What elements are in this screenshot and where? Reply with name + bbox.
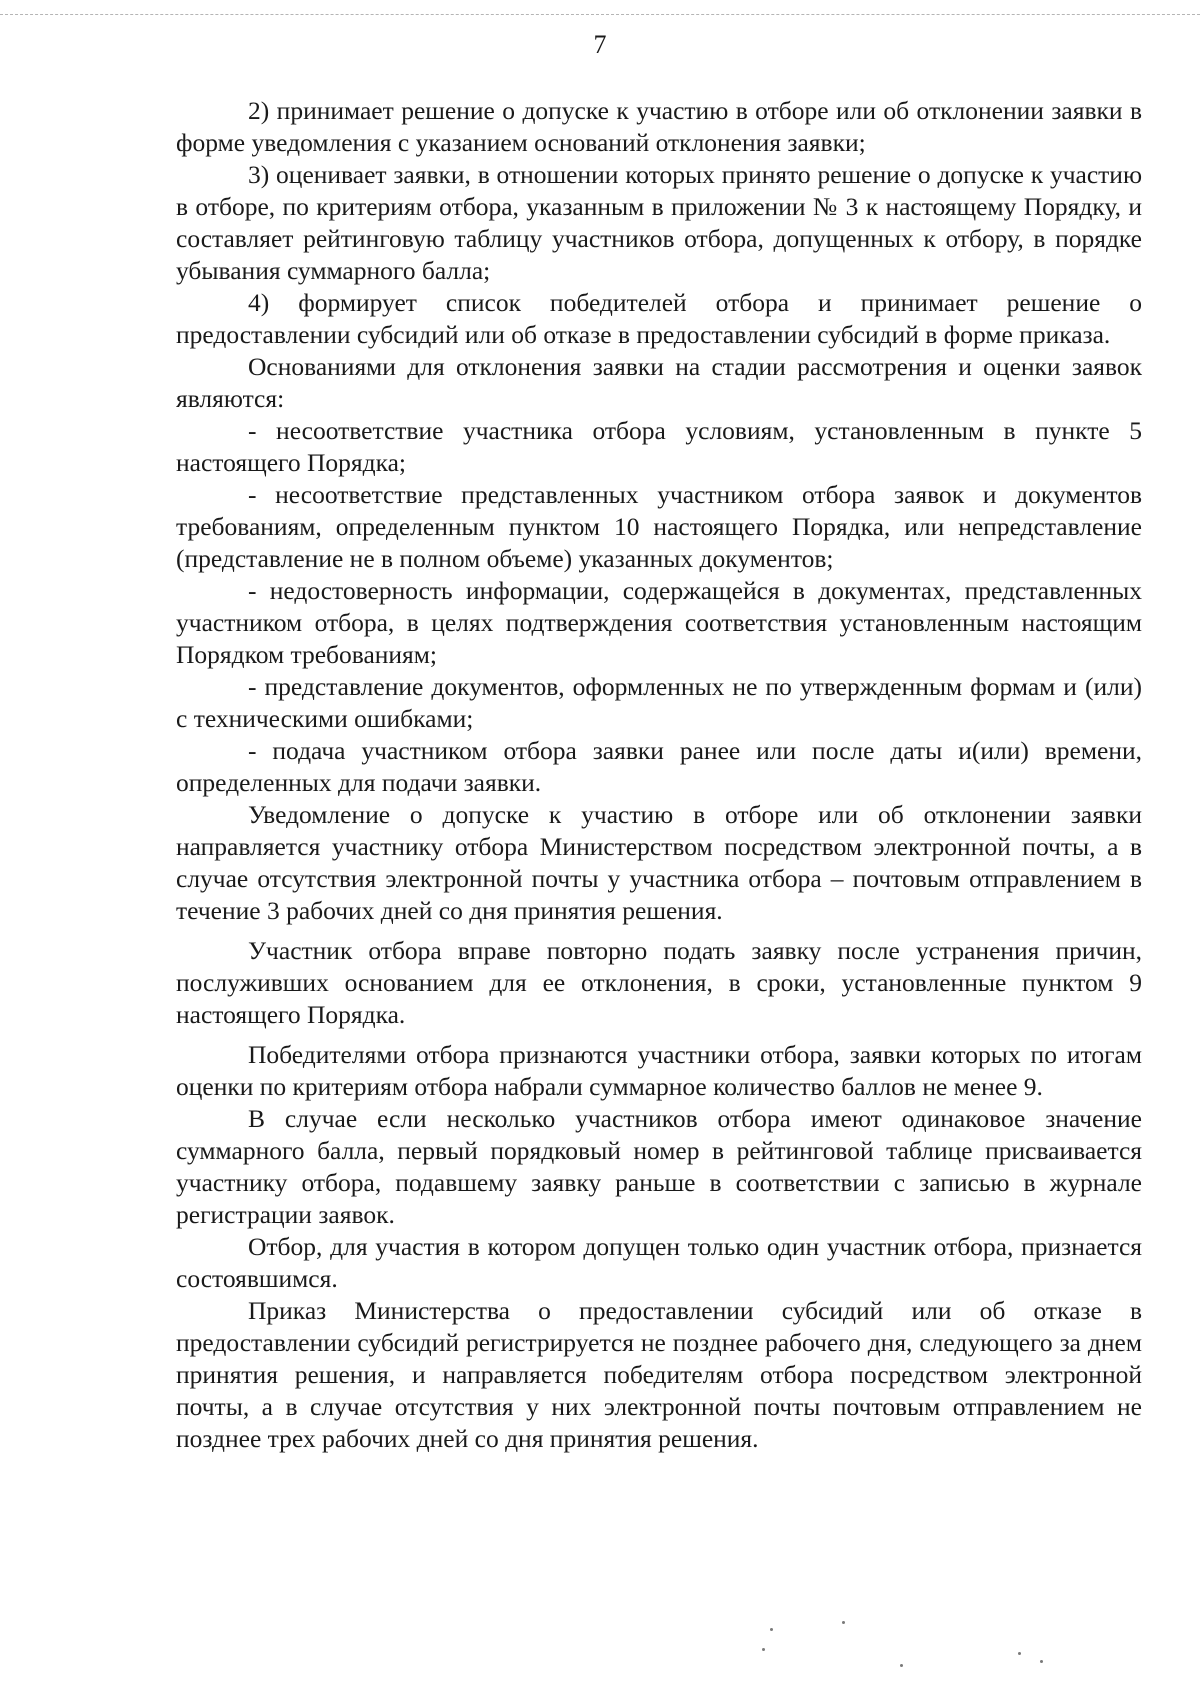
paragraph-rejection-ground: - представление документов, оформленных не по утвержденным формам и (или) с техническими ошибками; [176,672,1142,733]
paragraph-item-3: 3) оценивает заявки, в отношении которых принято решение о допуске к участию в отборе, по критериям отбора, указанным в приложении № 3 к настоящему Порядку, и составляет рейтинговую таблицу участников отбора, допущенных к отбору, в порядке убывания суммарного балла; [176,160,1142,285]
paragraph-rejection-grounds-intro: Основаниями для отклонения заявки на стадии рассмотрения и оценки заявок являются: [176,352,1142,413]
paragraph-tie-break: В случае если несколько участников отбора имеют одинаковое значение суммарного балла, первый порядковый номер в рейтинговой таблице присваивается участнику отбора, подавшему заявку раньше в соответствии с записью в журнале регистрации заявок. [176,1104,1142,1229]
scan-speck [762,1648,765,1651]
paragraph-rejection-ground: - несоответствие представленных участником отбора заявок и документов требованиям, определенным пунктом 10 настоящего Порядка, или непредставление (представление не в полном объеме) указанных документов; [176,480,1142,573]
paragraph-single-participant: Отбор, для участия в котором допущен только один участник отбора, признается состоявшимся. [176,1232,1142,1293]
paragraph-order-registration: Приказ Министерства о предоставлении субсидий или об отказе в предоставлении субсидий регистрируется не позднее рабочего дня, следующего за днем принятия решения, и направляется победителям отбора посредством электронной почты, а в случае отсутствия у них электронной почты почтовым отправлением не позднее трех рабочих дней со дня принятия решения. [176,1296,1142,1453]
page-number: 7 [593,30,607,59]
scan-speck [1040,1660,1043,1663]
paragraph-winners: Победителями отбора признаются участники отбора, заявки которых по итогам оценки по критериям отбора набрали суммарное количество баллов не менее 9. [176,1040,1142,1101]
scan-speck [1018,1652,1021,1655]
scan-border-line [0,14,1200,15]
paragraph-item-4: 4) формирует список победителей отбора и принимает решение о предоставлении субсидий или об отказе в предоставлении субсидий в форме приказа. [176,288,1142,349]
scan-speck [842,1621,845,1624]
scan-speck [770,1628,773,1631]
paragraph-item-2: 2) принимает решение о допуске к участию в отборе или об отклонении заявки в форме уведомления с указанием оснований отклонения заявки; [176,96,1142,157]
paragraph-rejection-ground: - несоответствие участника отбора условиям, установленным в пункте 5 настоящего Порядка; [176,416,1142,477]
scan-speck [900,1664,903,1667]
paragraph-notification: Уведомление о допуске к участию в отборе или об отклонении заявки направляется участнику отбора Министерством посредством электронной почты, а в случае отсутствия электронной почты у участника отбора – почтовым отправлением в течение 3 рабочих дней со дня принятия решения. [176,800,1142,925]
document-body [176,95,1142,1455]
paragraph-resubmission: Участник отбора вправе повторно подать заявку после устранения причин, послуживших основанием для ее отклонения, в сроки, установленные пунктом 9 настоящего Порядка. [176,936,1142,1029]
paragraph-rejection-ground: - подача участником отбора заявки ранее или после даты и(или) времени, определенных для подачи заявки. [176,736,1142,797]
paragraph-rejection-ground: - недостоверность информации, содержащейся в документах, представленных участником отбора, в целях подтверждения соответствия установленным настоящим Порядком требованиям; [176,576,1142,669]
